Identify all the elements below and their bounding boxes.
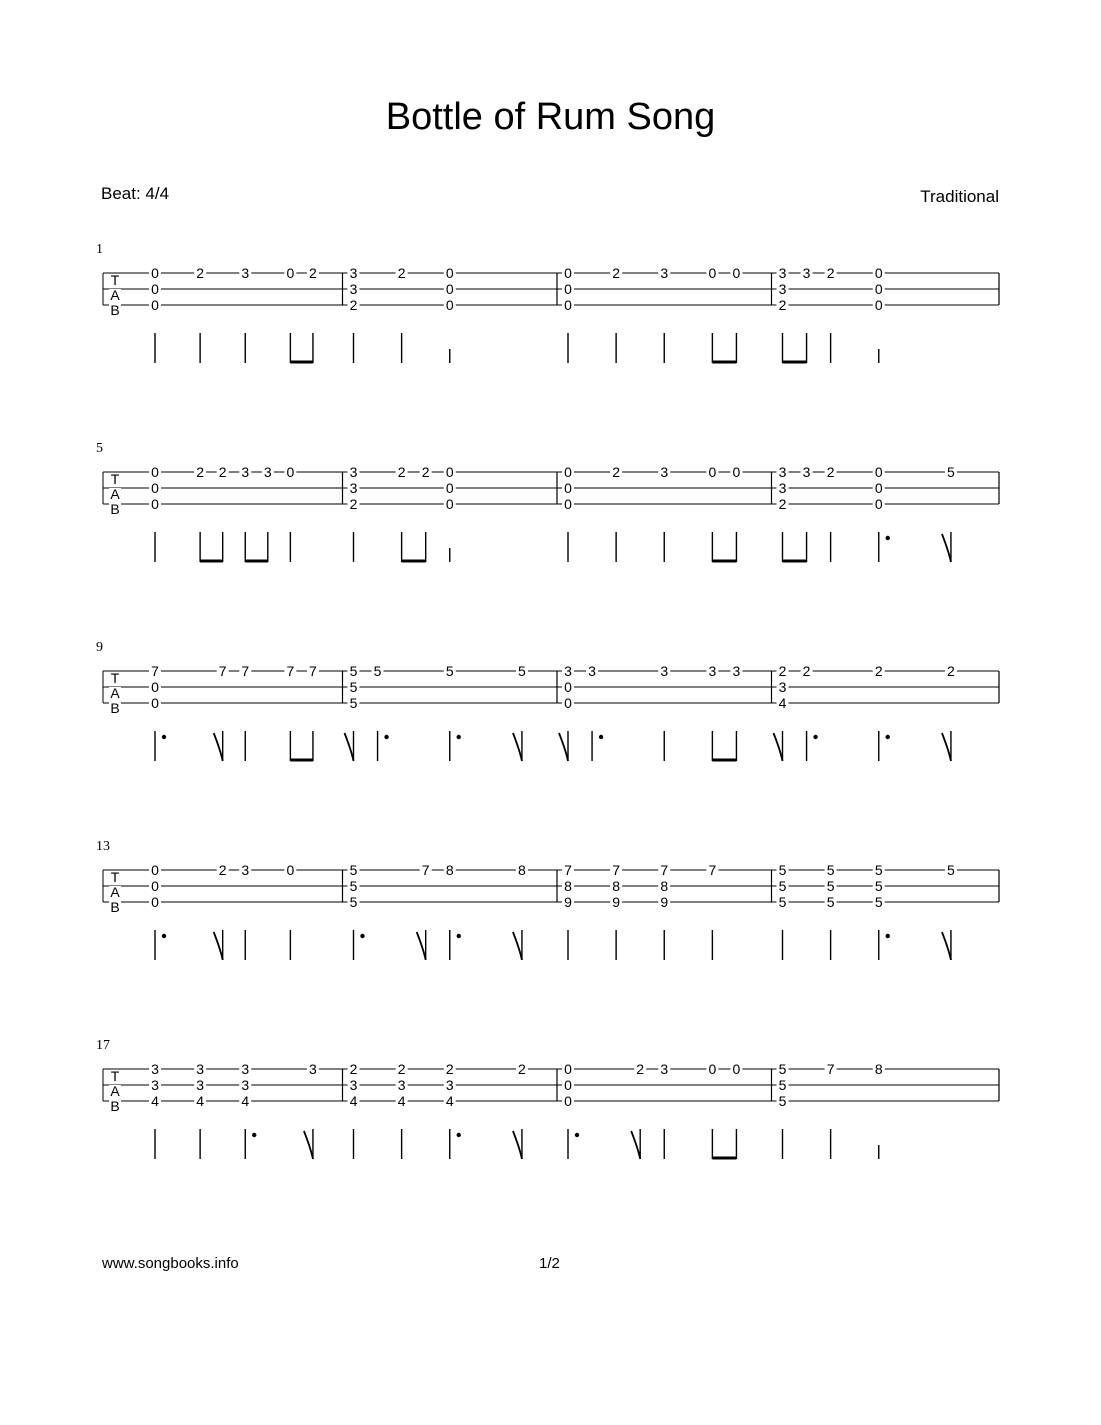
tab-clef-letter: B <box>110 501 120 517</box>
fret-number: 0 <box>151 679 159 695</box>
fret-number: 0 <box>564 1061 572 1077</box>
fret-number: 5 <box>349 695 358 711</box>
dot-mark <box>162 934 166 938</box>
fret-number: 3 <box>241 862 250 878</box>
fret-number: 2 <box>421 464 430 480</box>
fret-number: 3 <box>196 1077 205 1093</box>
dot-mark <box>599 735 603 739</box>
fret-number: 4 <box>778 695 787 711</box>
dot-mark <box>575 1133 579 1137</box>
fret-number: 5 <box>826 878 835 894</box>
fret-number: 0 <box>874 265 883 281</box>
eighth-flag <box>214 733 223 761</box>
time-signature-label: Beat: 4/4 <box>101 184 170 203</box>
fret-number: 2 <box>778 663 787 679</box>
fret-number: 0 <box>874 496 883 512</box>
fret-number: 7 <box>421 862 430 878</box>
dot-mark <box>457 934 461 938</box>
fret-number: 8 <box>445 862 454 878</box>
eighth-flag <box>942 534 951 562</box>
tab-clef-letter: T <box>110 1068 120 1084</box>
fret-number: 2 <box>826 464 835 480</box>
fret-number: 0 <box>564 297 572 313</box>
fret-number: 0 <box>445 480 454 496</box>
tab-clef-letter: B <box>110 899 120 915</box>
fret-number: 0 <box>564 695 572 711</box>
fret-number: 2 <box>397 1061 406 1077</box>
fret-number: 0 <box>732 1061 741 1077</box>
fret-number: 3 <box>660 265 669 281</box>
fret-number: 3 <box>263 464 272 480</box>
fret-number: 0 <box>564 496 572 512</box>
fret-number: 8 <box>874 1061 883 1077</box>
tab-clef-letter: A <box>110 486 120 502</box>
fret-number: 3 <box>802 464 811 480</box>
tab-clef-letter: T <box>110 670 120 686</box>
fret-number: 2 <box>518 1061 526 1077</box>
fret-number: 5 <box>349 663 358 679</box>
tab-clef-letter: B <box>110 1098 120 1114</box>
fret-number: 2 <box>349 496 358 512</box>
fret-number: 8 <box>612 878 621 894</box>
fret-number: 5 <box>778 1093 787 1109</box>
fret-number: 3 <box>151 1061 159 1077</box>
fret-number: 5 <box>778 878 787 894</box>
eighth-flag <box>942 932 951 960</box>
tab-clef-letter: A <box>110 685 120 701</box>
fret-number: 0 <box>151 695 159 711</box>
fret-number: 7 <box>612 862 621 878</box>
fret-number: 9 <box>612 894 621 910</box>
fret-number: 2 <box>947 663 955 679</box>
fret-number: 5 <box>349 679 358 695</box>
eighth-flag <box>345 733 354 761</box>
fret-number: 2 <box>218 862 227 878</box>
eighth-flag <box>774 733 783 761</box>
dot-mark <box>886 934 890 938</box>
fret-number: 5 <box>349 878 358 894</box>
fret-number: 2 <box>349 297 358 313</box>
dot-mark <box>457 1133 461 1137</box>
fret-number: 2 <box>397 464 406 480</box>
fret-number: 4 <box>241 1093 250 1109</box>
fret-number: 2 <box>874 663 883 679</box>
dot-mark <box>457 735 461 739</box>
eighth-flag <box>304 1131 313 1159</box>
fret-number: 0 <box>564 281 572 297</box>
dot-mark <box>886 735 890 739</box>
fret-number: 5 <box>826 862 835 878</box>
fret-number: 2 <box>397 265 406 281</box>
fret-number: 0 <box>564 1077 572 1093</box>
fret-number: 3 <box>349 464 358 480</box>
eighth-flag <box>417 932 426 960</box>
fret-number: 2 <box>636 1061 645 1077</box>
eighth-flag <box>513 733 522 761</box>
fret-number: 0 <box>874 297 883 313</box>
fret-number: 0 <box>874 464 883 480</box>
fret-number: 5 <box>445 663 454 679</box>
fret-number: 3 <box>708 663 717 679</box>
fret-number: 4 <box>151 1093 159 1109</box>
fret-number: 8 <box>660 878 669 894</box>
fret-number: 3 <box>349 265 358 281</box>
measure-number: 1 <box>96 242 103 257</box>
tab-clef-letter: A <box>110 884 120 900</box>
fret-number: 5 <box>349 894 358 910</box>
eighth-flag <box>559 733 568 761</box>
fret-number: 3 <box>564 663 572 679</box>
fret-number: 8 <box>564 878 572 894</box>
fret-number: 7 <box>708 862 717 878</box>
fret-number: 2 <box>196 265 205 281</box>
dot-mark <box>384 735 388 739</box>
tab-clef-letter: T <box>110 869 120 885</box>
fret-number: 4 <box>196 1093 205 1109</box>
fret-number: 5 <box>778 862 787 878</box>
fret-number: 5 <box>826 894 835 910</box>
measure-number: 13 <box>96 839 110 854</box>
fret-number: 9 <box>660 894 669 910</box>
eighth-flag <box>942 733 951 761</box>
measure-number: 5 <box>96 441 103 456</box>
tab-clef-letter: T <box>110 272 120 288</box>
fret-number: 3 <box>660 663 669 679</box>
fret-number: 4 <box>349 1093 358 1109</box>
song-title: Bottle of Rum Song <box>385 96 716 138</box>
tab-clef-letter: B <box>110 302 120 318</box>
page-number: 1/2 <box>539 1255 560 1272</box>
fret-number: 2 <box>612 464 621 480</box>
fret-number: 0 <box>151 265 159 281</box>
fret-number: 3 <box>196 1061 205 1077</box>
fret-number: 3 <box>397 1077 406 1093</box>
fret-number: 5 <box>349 862 358 878</box>
fret-number: 0 <box>564 1093 572 1109</box>
tab-clef-letter: B <box>110 700 120 716</box>
fret-number: 2 <box>445 1061 454 1077</box>
fret-number: 0 <box>445 464 454 480</box>
fret-number: 7 <box>660 862 669 878</box>
fret-number: 0 <box>445 265 454 281</box>
fret-number: 0 <box>874 281 883 297</box>
eighth-flag <box>513 932 522 960</box>
fret-number: 2 <box>349 1061 358 1077</box>
fret-number: 3 <box>778 281 787 297</box>
eighth-flag <box>214 932 223 960</box>
fret-number: 3 <box>349 281 358 297</box>
fret-number: 0 <box>151 878 159 894</box>
fret-number: 2 <box>309 265 317 281</box>
dot-mark <box>162 735 166 739</box>
fret-number: 0 <box>708 265 717 281</box>
fret-number: 7 <box>151 663 159 679</box>
fret-number: 4 <box>445 1093 454 1109</box>
fret-number: 0 <box>874 480 883 496</box>
fret-number: 0 <box>286 862 295 878</box>
fret-number: 3 <box>241 265 250 281</box>
fret-number: 0 <box>151 297 159 313</box>
fret-number: 3 <box>349 1077 358 1093</box>
fret-number: 5 <box>778 894 787 910</box>
dot-mark <box>813 735 817 739</box>
fret-number: 9 <box>564 894 572 910</box>
fret-number: 3 <box>445 1077 454 1093</box>
fret-number: 3 <box>151 1077 159 1093</box>
fret-number: 0 <box>732 265 741 281</box>
fret-number: 8 <box>518 862 526 878</box>
tab-clef-letter: T <box>110 471 120 487</box>
fret-number: 5 <box>874 862 883 878</box>
fret-number: 3 <box>241 1061 250 1077</box>
fret-number: 2 <box>778 496 787 512</box>
fret-number: 7 <box>564 862 572 878</box>
eighth-flag <box>631 1131 640 1159</box>
fret-number: 0 <box>445 297 454 313</box>
measure-number: 17 <box>96 1038 110 1053</box>
fret-number: 5 <box>373 663 382 679</box>
fret-number: 0 <box>708 464 717 480</box>
fret-number: 3 <box>732 663 741 679</box>
fret-number: 2 <box>612 265 621 281</box>
fret-number: 7 <box>286 663 295 679</box>
fret-number: 2 <box>778 297 787 313</box>
dot-mark <box>886 536 890 540</box>
fret-number: 3 <box>660 464 669 480</box>
fret-number: 0 <box>151 480 159 496</box>
fret-number: 3 <box>778 265 787 281</box>
fret-number: 0 <box>564 464 572 480</box>
measure-number: 9 <box>96 640 103 655</box>
fret-number: 5 <box>947 464 955 480</box>
fret-number: 0 <box>151 894 159 910</box>
fret-number: 0 <box>151 281 159 297</box>
fret-number: 3 <box>778 480 787 496</box>
fret-number: 0 <box>564 679 572 695</box>
fret-number: 3 <box>802 265 811 281</box>
fret-number: 3 <box>349 480 358 496</box>
fret-number: 2 <box>802 663 811 679</box>
tab-clef-letter: A <box>110 287 120 303</box>
fret-number: 3 <box>309 1061 317 1077</box>
fret-number: 0 <box>151 862 159 878</box>
fret-number: 2 <box>218 464 227 480</box>
fret-number: 3 <box>241 464 250 480</box>
fret-number: 0 <box>151 464 159 480</box>
fret-number: 7 <box>826 1061 835 1077</box>
fret-number: 5 <box>518 663 526 679</box>
fret-number: 0 <box>151 496 159 512</box>
fret-number: 3 <box>778 464 787 480</box>
fret-number: 0 <box>708 1061 717 1077</box>
composer-label: Traditional <box>920 187 999 206</box>
fret-number: 0 <box>732 464 741 480</box>
fret-number: 0 <box>286 265 295 281</box>
fret-number: 5 <box>874 878 883 894</box>
fret-number: 7 <box>309 663 317 679</box>
fret-number: 5 <box>778 1061 787 1077</box>
fret-number: 5 <box>778 1077 787 1093</box>
fret-number: 0 <box>286 464 295 480</box>
website-footer: www.songbooks.info <box>102 1255 239 1272</box>
dot-mark <box>252 1133 256 1137</box>
tab-clef-letter: A <box>110 1083 120 1099</box>
fret-number: 7 <box>218 663 227 679</box>
fret-number: 3 <box>660 1061 669 1077</box>
fret-number: 5 <box>947 862 955 878</box>
fret-number: 4 <box>397 1093 406 1109</box>
fret-number: 2 <box>196 464 205 480</box>
fret-number: 3 <box>778 679 787 695</box>
dot-mark <box>360 934 364 938</box>
fret-number: 7 <box>241 663 250 679</box>
fret-number: 0 <box>445 496 454 512</box>
eighth-flag <box>513 1131 522 1159</box>
fret-number: 2 <box>826 265 835 281</box>
fret-number: 0 <box>564 480 572 496</box>
fret-number: 0 <box>564 265 572 281</box>
fret-number: 3 <box>241 1077 250 1093</box>
fret-number: 5 <box>874 894 883 910</box>
fret-number: 0 <box>445 281 454 297</box>
fret-number: 3 <box>588 663 596 679</box>
